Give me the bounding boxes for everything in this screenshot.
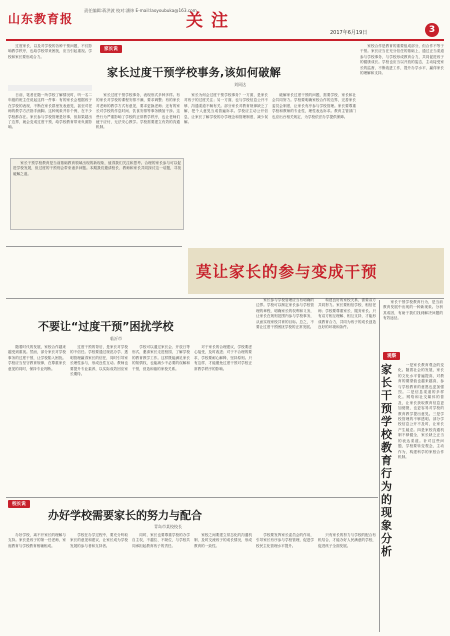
article-1-col-2: 家长过度干预学校事务，表现形式多种多样。有的家长对学校的课程安排不满，要求调整；有的家长对老师的教学方式有意见，要求更换老师；还有的家长对学校的作息时间、饮食安排等事务横加干涉。这些行为严重影响了学校的正常教学秩序，也让老师们疲于应付，无法安心教学。学校需要建立有效的沟通机制。 [96, 93, 180, 130]
article-1-note-box: 家长干预学校教育是当前基础教育领域出现的新现象，值得我们关注和思考。合理的家长参与可以促进学校发展，但过度的干预则会带来诸多问题。本期我们邀请校长、教师和家长共同探讨这一话题，寻找破解之道。 [10, 158, 184, 230]
article-4-col-1: 一是家长教育观念的变化。随着社会的发展，家长的文化水平普遍提高，对教育的期望值也越来越高，参与学校教育的意愿也更加强烈。二是信息渠道的多样化。网络和社交媒体的普及，让家长获取教育信息更加便捷，也更容易对学校的教育教学提出意见。三是学校管理的不够透明。部分学校信息公开不及时，让家长产生疑虑。四是家校沟通机制不够健全，家长缺乏正当的表达渠道。针对这些问题，学校要转变观念，主动作为，构建科学的家校合作机制。 [398, 363, 444, 459]
article-3-col-3: 同时，家长也要尊重学校的办学自主权，不越位、不缺位，与学校共同承担起教育孩子的责任。 [132, 533, 190, 548]
divider [379, 300, 380, 632]
issue-date: 2017年6月19日 [330, 30, 368, 36]
article-1-col-5: 家校合作是教育的重要组成部分，但合作不等于干预。家长应当在充分信任的基础上，通过正当渠道参与学校事务，与学校形成教育合力，共同促进孩子的健康成长。学校也应当以开放的姿态，主动接受家长的监督，不断改进工作，提升办学水平，赢得家长的理解和支持。 [360, 44, 444, 76]
article-1-intro-column: 过度家长，以及对学校的各种干预问题，不仅影响教学秩序，也给学校带来困扰，应当引起重视。学校和家长要形成合力。 [8, 44, 92, 59]
article-1-byline: 刘同达 [234, 82, 246, 87]
article-3-col-1: 办好学校，离不开家长的理解与支持。家长是孩子的第一任老师，家庭教育与学校教育相辅相成。 [8, 533, 66, 548]
article-2-col-2: 过度干预的背后，是家长对学校的不信任。学校要通过规范办学、透明管理赢得家长的信任，同时引导家长理性参与，形成良性互动。教师也要提升专业素养，以实际成效回应家长期待。 [70, 345, 128, 377]
header-rule [6, 39, 444, 41]
article-3-col-5: 学校要发挥家长委员会的作用，引导家长有序参与学校管理，促进学校民主化管理水平提升。 [256, 533, 314, 548]
article-1-col-4: 破解家长过度干预的问题，需要学校、家长和社会共同努力。学校要明确家校合作的边界，完善家长委员会制度，让家长有序参与学校管理。家长要尊重学校和教师的专业性，理性表达诉求。教育主管部门也应出台相关规定，为学校依法办学提供保障。 [272, 93, 356, 119]
article-3-headline: 办好学校需要家长的努力与配合 [48, 509, 202, 522]
article-1-col-3: 家长为何会过度干预学校事务？一方面，是家长对孩子的过度关注；另一方面，也与学校信息公开不够、沟通渠道不畅有关。部分家长对教育规律缺乏了解，把个人意见当成普遍诉求。学校应主动公开信息，让家长了解学校的办学理念和管理制度，减少误解。 [184, 93, 268, 125]
article-3-tag: 校长说 [8, 500, 30, 508]
article-2-col-6: 构建良好的家校关系，需要双方共同努力。家长要相信学校、相信老师；学校要尊重家长、服务家长。只有双方相互理解、相互支持，才能形成教育合力，共同为孩子的成长创造良好的环境和条件。 [318, 298, 376, 330]
article-2-col-3: 学校可以通过家长会、开放日等形式，邀请家长走进校园，了解学校的教育教学工作。这样既能满足家长的知情权，也能减少不必要的误解和干预，营造和谐的家校关系。 [132, 345, 190, 371]
article-4-vertical-headline: 家长干预学校教育行为的现象分析 [381, 363, 392, 558]
divider [6, 497, 378, 498]
article-1-headline: 家长过度干预学校事务,该如何破解 [107, 66, 281, 79]
article-1-tag: 家长说 [100, 45, 122, 53]
masthead: 山东教育报 [8, 12, 74, 26]
divider [6, 246, 182, 247]
section-title: 关注 [186, 11, 236, 31]
article-1-subhead-a [8, 85, 92, 91]
article-3-byline: 青岛市某校校长 [154, 524, 182, 529]
article-3-col-6: 只有家长的努力与学校的配合有机结合，才能办好人民满意的学校，促进孩子全面发展。 [318, 533, 376, 548]
divider [6, 298, 444, 299]
article-3-col-2: 学校在办学过程中，要充分听取家长的意见和建议，让家长成为学校发展的参与者和支持者。 [70, 533, 128, 548]
article-2-col-5: 家长参与学校管理应当有明确的边界。学校可以制定家长参与学校管理的章程，明确家长的权利和义务，让家长在规则范围内参与学校事务，从而实现家校共育的目标。总之，不要让过度干预困扰学校的正常发展。 [256, 298, 314, 330]
article-3-col-4: 家校之间要建立常态化的沟通机制，及时交流孩子的成长情况，形成教育的一致性。 [194, 533, 252, 548]
article-4-col-top: 家长干预学校教育行为，是当前教育发展中出现的一种新现象。分析其成因，有助于我们找到解决问题的有效途径。 [383, 300, 443, 321]
page-number-badge: 3 [425, 23, 439, 37]
article-2-col-1: 随着时代的发展，家校合作越来越受到重视。然而，部分家长对学校事务的过度干预，让学校陷入困扰。学校应当坚守教育规律，在尊重家长意见的同时，保持专业判断。 [8, 345, 66, 371]
article-4-tag: 观察 [383, 352, 400, 360]
editor-contact: 责任编辑:蒋洪波 校对:潘炜 E-mail:laoyoubuka@163.com [84, 8, 197, 13]
article-2-headline: 不要让“过度干预”困扰学校 [38, 320, 174, 333]
feature-banner-headline: 莫让家长的参与变成干预 [196, 263, 378, 281]
article-2-col-4: 对于家长的合理建议，学校要虚心接受，及时改进；对于不合理的要求，学校要耐心解释，坚持原则。只有这样，才能避免过度干预对学校正常教学秩序的影响。 [194, 345, 252, 371]
article-2-byline: 临沂市 [110, 336, 122, 341]
article-1-col-1: 日前，笔者在随一所学校了解情况时，听一名二年级的班主任说起这样一件事：有的家长会根据孩子在学校的表现，不断在家长群里发表意见，甚至对老师的教学方法指手画脚。这种现象并非个例，在不少学校都存在。家长参与学校管理是好事，但如果超出了边界，就会变成过度干预，给学校教育带来负面影响。 [8, 93, 92, 130]
